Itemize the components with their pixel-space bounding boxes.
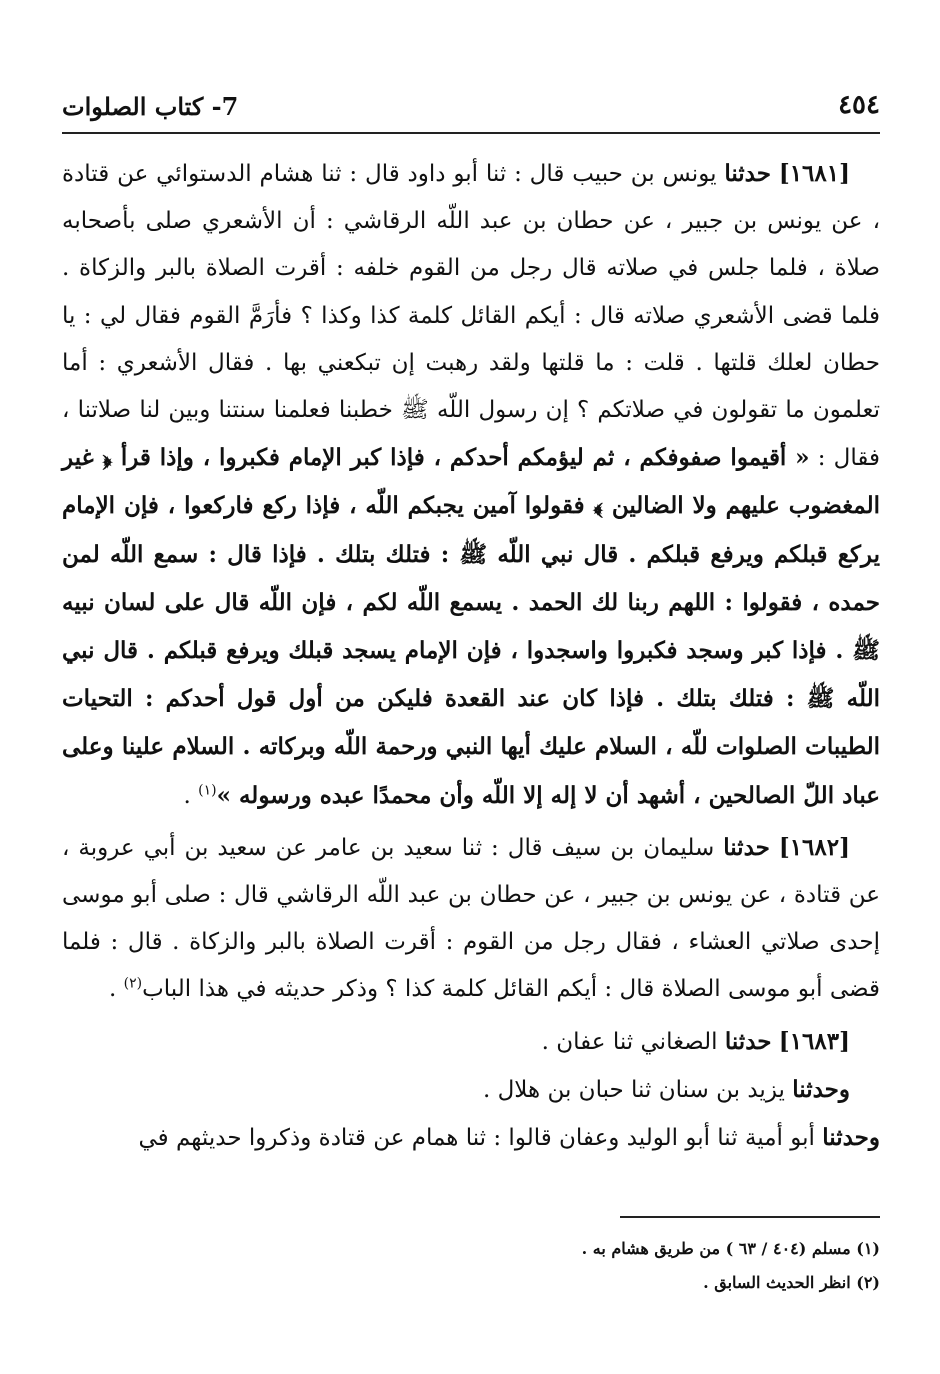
line-text: أبو أمية ثنا أبو الوليد وعفان قالوا : ثنا همام عن قتادة وذكروا حديثهم في [138, 1125, 815, 1152]
main-text [62, 150, 880, 1162]
hadith-1681 [62, 150, 880, 820]
continuation-line [62, 1114, 880, 1162]
book-page [62, 0, 880, 1374]
hadith-1683 [62, 1018, 880, 1066]
hadith-isnad-text: يونس بن حبيب قال : ثنا أبو داود قال : ثنا هشام الدستوائي عن قتادة ، عن يونس بن جبير ، عن حطان بن عبد اللّه الرقاشي : أن الأشعري صلى بأصحابه صلاة ، فلما جلس في صلاته قال رجل من القوم خلفه : أقرت الصلاة بالبر والزكاة . فلما قضى الأشعري صلاته قال : أيكم القائل كلمة كذا وكذا ؟ فأرَمَّ القوم فقال لي : يا حطان لعلك قلتها . قلت : ما قلتها ولقد رهبت إن تبكعني بها . فقال الأشعري : أما تعلمون ما تقولون في صلاتكم ؟ إن رسول اللّه ﷺ خطبنا فعلمنا سنتنا وبين لنا صلاتنا ، فقال : [62, 161, 880, 472]
hadith-text: سليمان بن سيف قال : ثنا سعيد بن عامر عن سعيد بن أبي عروبة ، عن قتادة ، عن يونس بن جبير ، عن حطان بن عبد اللّه الرقاشي قال : صلى أبو موسى إحدى صلاتي العشاء ، فقال رجل من القوم : أقرت الصلاة بالبر والزكاة . قال : فلما قضى أبو موسى الصلاة قال : أيكم القائل كلمة كذا ؟ وذكر حديثه في هذا الباب [62, 834, 880, 1003]
hadith-opening: حدثنا [724, 160, 771, 187]
line-opening: وحدثنا [822, 1124, 880, 1152]
continuation-line [62, 1066, 880, 1114]
footnotes [62, 1232, 880, 1300]
hadith-number: [١٦٨٣] [778, 1027, 850, 1055]
hadith-number: [١٦٨١] [778, 160, 851, 187]
line-opening: وحدثنا [792, 1075, 850, 1103]
hadith-opening: حدثنا [723, 833, 770, 861]
hadith-number: [١٦٨٢] [778, 833, 851, 861]
hadith-matn-text: « أقيموا صفوفكم ، ثم ليؤمكم أحدكم ، فإذا كبر الإمام فكبروا ، وإذا قرأ ﴿ غير المغضوب عليهم ولا الضالين ﴾ فقولوا آمين يجبكم اللّه ، فإذا ركع فاركعوا ، فإن الإمام يركع قبلكم ويرفع قبلكم . قال نبي اللّه ﷺ : فتلك بتلك . فإذا قال : سمع اللّه لمن حمده ، فقولوا : اللهم ربنا لك الحمد . يسمع اللّه لكم ، فإن اللّه قال على لسان نبيه ﷺ . فإذا كبر وسجد فكبروا واسجدوا ، فإن الإمام يسجد قبلك ويرفع قبلكم . قال نبي اللّه ﷺ : فتلك بتلك . فإذا كان عند القعدة فليكن من أول قول أحدكم : التحيات الطيبات الصلوات للّه ، السلام عليك أيها النبي ورحمة اللّه وبركاته . السلام علينا وعلى عباد اللّ الصالحين ، أشهد أن لا إله إلا اللّه وأن محمدًا عبده ورسوله » [62, 444, 880, 809]
footnote-ref[interactable]: (٢) [123, 975, 143, 992]
hadith-text: الصغاني ثنا عفان . [541, 1028, 718, 1055]
footnote-1: (١) مسلم (٤٠٤ / ٦٣ ) من طريق هشام به . [581, 1239, 880, 1258]
hadith-ending: . [183, 782, 199, 809]
chapter-title: 7- كتاب الصلوات [62, 92, 239, 121]
footnote-divider [620, 1216, 880, 1218]
hadith-ending: . [109, 976, 124, 1003]
hadith-opening: حدثنا [724, 1027, 772, 1055]
page-number: ٤٥٤ [838, 90, 880, 120]
footnote-ref[interactable]: (١) [198, 781, 217, 798]
line-text: يزيد بن سنان ثنا حبان بن هلال . [482, 1076, 785, 1103]
page-header [62, 88, 880, 134]
footnote-2: (٢) انظر الحديث السابق . [703, 1273, 880, 1292]
hadith-1682 [62, 824, 880, 1014]
